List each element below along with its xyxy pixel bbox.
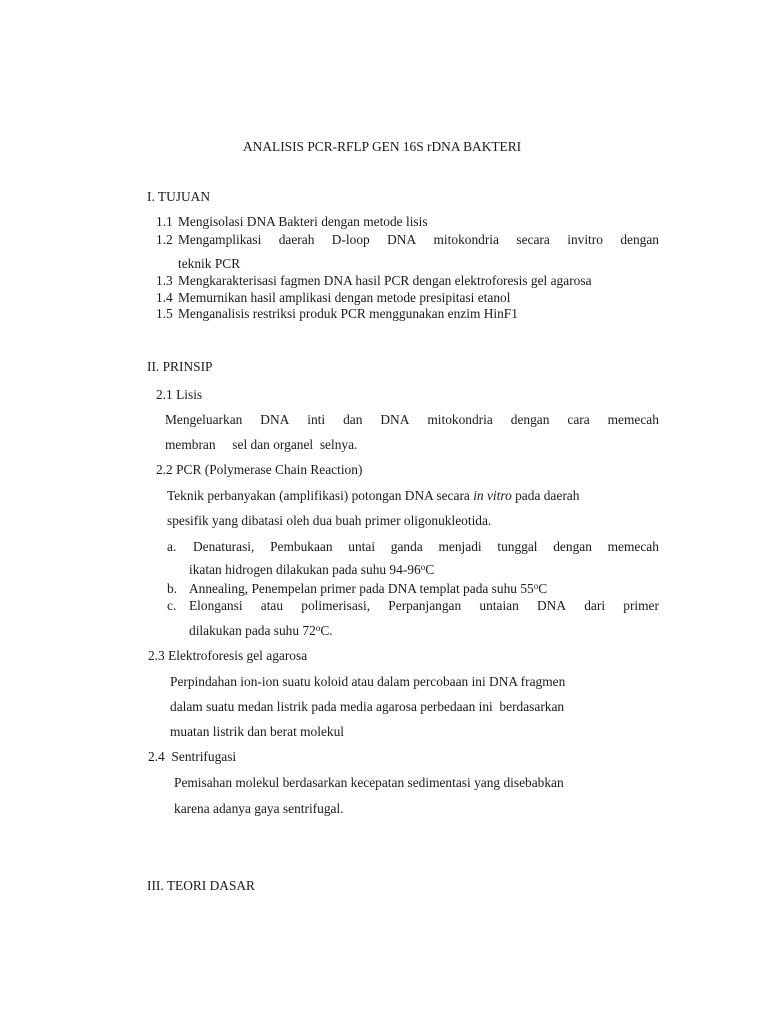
word: primer: [623, 598, 659, 613]
word: DNA: [387, 232, 417, 247]
tujuan-item-4-num: 1.4: [156, 290, 173, 305]
word: tunggal: [497, 539, 538, 554]
pcr-list-c-text: [189, 598, 659, 614]
subsection-heading-lisis: 2.1 Lisis: [156, 387, 203, 402]
word: untai: [348, 539, 376, 554]
word: Elongansi: [189, 598, 243, 613]
tujuan-item-4-text: Memurnikan hasil amplikasi dengan metode presipitasi etanol: [178, 290, 511, 305]
pcr-list-a-label: a.: [167, 539, 177, 554]
word: Mengamplikasi: [178, 232, 262, 247]
text: C: [425, 562, 435, 577]
word: menjadi: [438, 539, 482, 554]
text: Annealing, Penempelan primer pada DNA templat pada suhu 55: [189, 581, 534, 596]
text: Teknik perbanyakan (amplifikasi) potongan DNA secara: [167, 488, 474, 503]
tujuan-item-1-text: Mengisolasi DNA Bakteri dengan metode lisis: [178, 214, 428, 229]
word: DNA: [380, 412, 410, 427]
word: Pembukaan: [270, 539, 333, 554]
pcr-list-c-label: c.: [167, 598, 177, 613]
word: atau: [260, 598, 284, 613]
word: untaian: [479, 598, 519, 613]
subsection-heading-elektroforesis: 2.3 Elektroforesis gel agarosa: [148, 648, 308, 663]
sentrifugasi-line-1: Pemisahan molekul berdasarkan kecepatan sedimentasi yang disebabkan: [174, 775, 564, 790]
document-title: ANALISIS PCR-RFLP GEN 16S rDNA BAKTERI: [243, 139, 522, 154]
word: D-loop: [331, 232, 370, 247]
text: C.: [320, 623, 333, 638]
elektroforesis-line-1: Perpindahan ion-ion suatu koloid atau dalam percobaan ini DNA fragmen: [170, 674, 566, 689]
word: daerah: [278, 232, 315, 247]
word: dengan: [620, 232, 659, 247]
pcr-paragraph-line-1: [167, 488, 579, 504]
section-heading-tujuan: I. TUJUAN: [147, 189, 210, 204]
pcr-list-a-continuation: [189, 562, 434, 578]
degree-superscript: o: [533, 581, 539, 591]
elektroforesis-line-2: dalam suatu medan listrik pada media agarosa perbedaan ini berdasarkan: [170, 699, 565, 714]
tujuan-item-5-num: 1.5: [156, 306, 173, 321]
word: memecah: [607, 412, 659, 427]
tujuan-item-3-text: Mengkarakterisasi fagmen DNA hasil PCR dengan elektroforesis gel agarosa: [178, 273, 592, 288]
italic-text: in vitro: [473, 488, 512, 503]
word: dengan: [553, 539, 592, 554]
word: Denaturasi,: [193, 539, 255, 554]
word: DNA: [260, 412, 290, 427]
tujuan-item-1-num: 1.1: [156, 214, 173, 229]
word: dari: [584, 598, 606, 613]
word: inti: [307, 412, 326, 427]
section-heading-prinsip: II. PRINSIP: [147, 359, 213, 374]
text: dilakukan pada suhu 72: [189, 623, 316, 638]
pcr-list-c-continuation: [189, 623, 333, 639]
word: dan: [343, 412, 363, 427]
word: mitokondria: [433, 232, 499, 247]
text: C: [538, 581, 548, 596]
text: ikatan hidrogen dilakukan pada suhu 94-96: [189, 562, 421, 577]
pcr-list-b-label: b.: [167, 581, 178, 596]
degree-superscript: o: [315, 623, 321, 633]
tujuan-item-2-continuation: teknik PCR: [178, 256, 241, 271]
subsection-heading-sentrifugasi: 2.4 Sentrifugasi: [148, 749, 237, 764]
word: ganda: [390, 539, 423, 554]
pcr-list-b-text: [189, 581, 547, 597]
lisis-paragraph-line-2: membran sel dan organel selnya.: [165, 437, 358, 452]
word: secara: [516, 232, 550, 247]
elektroforesis-line-3: muatan listrik dan berat molekul: [170, 724, 345, 739]
pcr-paragraph-line-2: spesifik yang dibatasi oleh dua buah primer oligonukleotida.: [167, 513, 492, 528]
text: pada daerah: [511, 488, 580, 503]
word: polimerisasi,: [301, 598, 371, 613]
tujuan-item-2-text: [178, 232, 659, 248]
word: cara: [567, 412, 590, 427]
pcr-list-a-text: [193, 539, 659, 555]
word: invitro: [567, 232, 603, 247]
word: DNA: [537, 598, 567, 613]
sentrifugasi-line-2: karena adanya gaya sentrifugal.: [174, 801, 344, 816]
tujuan-item-3-num: 1.3: [156, 273, 173, 288]
subsection-heading-pcr: 2.2 PCR (Polymerase Chain Reaction): [156, 462, 363, 477]
lisis-paragraph-line-1: [165, 412, 659, 428]
word: memecah: [607, 539, 659, 554]
tujuan-item-5-text: Menganalisis restriksi produk PCR menggunakan enzim HinF1: [178, 306, 518, 321]
degree-superscript: o: [420, 562, 426, 572]
word: dengan: [510, 412, 550, 427]
word: Mengeluarkan: [165, 412, 243, 427]
word: mitokondria: [427, 412, 493, 427]
section-heading-teori-dasar: III. TEORI DASAR: [147, 878, 255, 893]
tujuan-item-2-num: 1.2: [156, 232, 173, 247]
word: Perpanjangan: [388, 598, 462, 613]
